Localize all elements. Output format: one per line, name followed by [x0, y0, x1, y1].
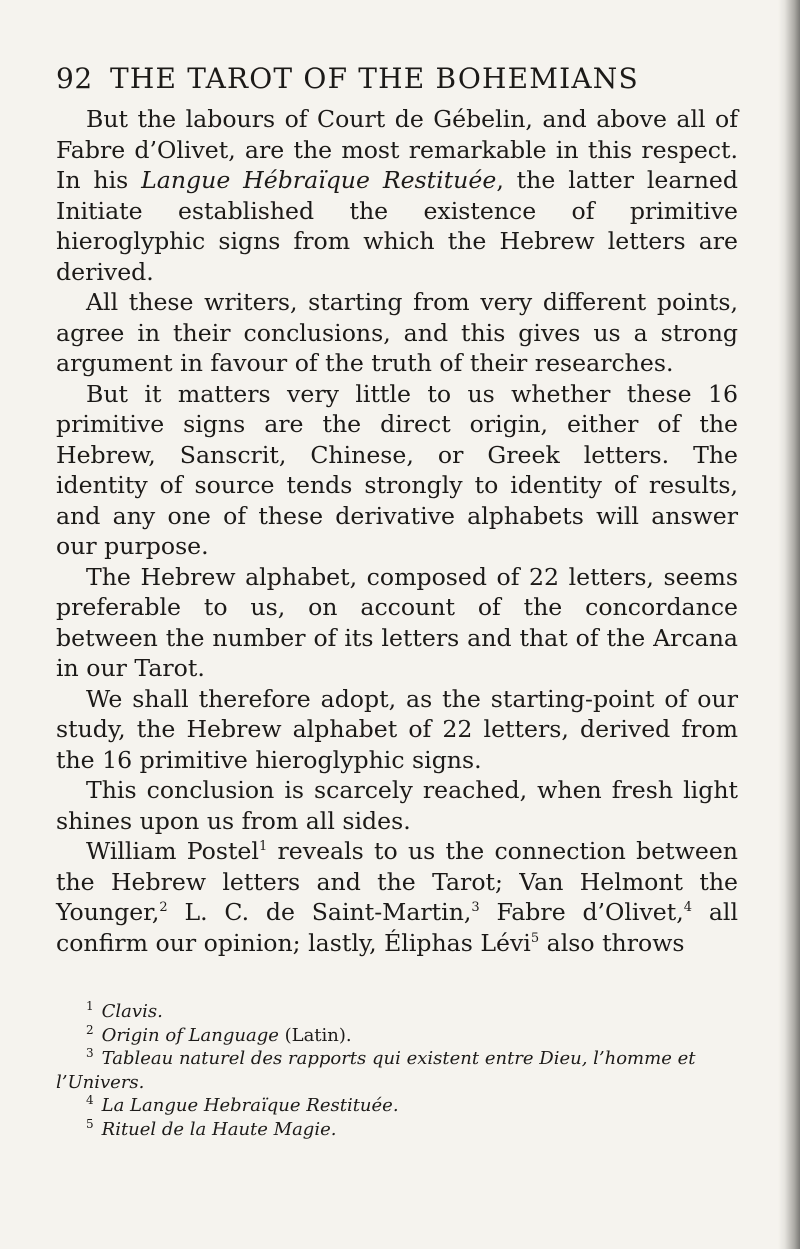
footnote-mark: 3	[86, 1046, 94, 1060]
footnote-1	[56, 1000, 738, 1024]
footnote-mark: 1	[86, 999, 94, 1013]
paragraph-text: William Postel	[86, 837, 259, 865]
body-text	[56, 104, 738, 958]
footnote-3	[56, 1047, 738, 1094]
running-head: THE TAROT OF THE BOHEMIANS	[110, 62, 639, 95]
footnote-mark: 5	[86, 1116, 94, 1131]
footnote-mark: 2	[86, 1022, 94, 1037]
footnote-reference: 2	[159, 900, 168, 916]
paragraph-text: , the latter learned Initiate established the existence of primitive hieroglyphic signs from which the Hebrew letters are derived.	[56, 166, 738, 286]
page-header	[56, 62, 746, 102]
paragraph-text: reveals to us the connection between the Hebrew letters and the Tarot; Van Helmont the Younger,	[56, 837, 738, 926]
paragraph-5: We shall therefore adopt, as the starting-point of our study, the Hebrew alphabet of 22 letters, derived from the 16 primitive hieroglyphic signs.	[56, 684, 738, 774]
paragraph-6: This conclusion is scarcely reached, when fresh light shines upon us from all sides.	[56, 776, 738, 835]
footnote-5	[56, 1118, 738, 1142]
footnote-text: Origin of Language	[101, 1024, 279, 1046]
paragraph-2: All these writers, starting from very different points, agree in their conclusions, and this gives us a strong argument in favour of the truth of their researches.	[56, 288, 738, 377]
paragraph-text: But the labours of Court de Gébelin, and above all of Fabre d’Olivet, are the most remarkable in this respect. In his	[56, 105, 738, 194]
footnote-text: Rituel de la Haute Magie.	[101, 1118, 337, 1140]
page-number: 92	[56, 62, 93, 95]
footnote-reference: 3	[471, 900, 480, 916]
footnote-mark: 4	[86, 1093, 94, 1107]
paragraph-3: But it matters very little to us whether these 16 primitive signs are the direct origin, either of the Hebrew, Sanscrit, Chinese, or Greek letters. The identity of source tends strongly to identity of results, and any one of these derivative alphabets will answer our purpose.	[56, 379, 738, 560]
footnote-2	[56, 1024, 738, 1048]
footnote-reference: 1	[258, 839, 268, 855]
footnote-text: Tableau naturel des rapports qui existent entre Dieu, l’homme et l’Univers.	[56, 1048, 696, 1093]
paragraph-text: also throws	[539, 928, 685, 957]
paragraph-4: The Hebrew alphabet, composed of 22 letters, seems preferable to us, on account of the concordance between the number of its letters and that of the Arcana in our Tarot.	[56, 562, 738, 682]
footnote-text: Clavis.	[101, 1001, 163, 1022]
paragraph-text: L. C. de Saint-Martin,	[167, 898, 472, 926]
footnote-text: La Langue Hebraïque Restituée.	[101, 1095, 399, 1116]
footnote-plain-text: (Latin).	[278, 1024, 352, 1046]
footnote-4	[56, 1094, 738, 1118]
paragraph-text: all confirm our opinion; lastly, Éliphas Lévi	[56, 898, 738, 957]
paragraph-1	[56, 104, 738, 287]
paragraph-text: Fabre d’Olivet,	[479, 898, 684, 926]
footnote-reference: 5	[530, 930, 540, 946]
footnotes	[56, 1000, 738, 1141]
page-binding-shadow	[778, 0, 800, 1249]
book-title-italic: Langue Hébraïque Restituée	[141, 166, 497, 194]
paragraph-7	[56, 836, 738, 958]
footnote-reference: 4	[683, 900, 693, 916]
